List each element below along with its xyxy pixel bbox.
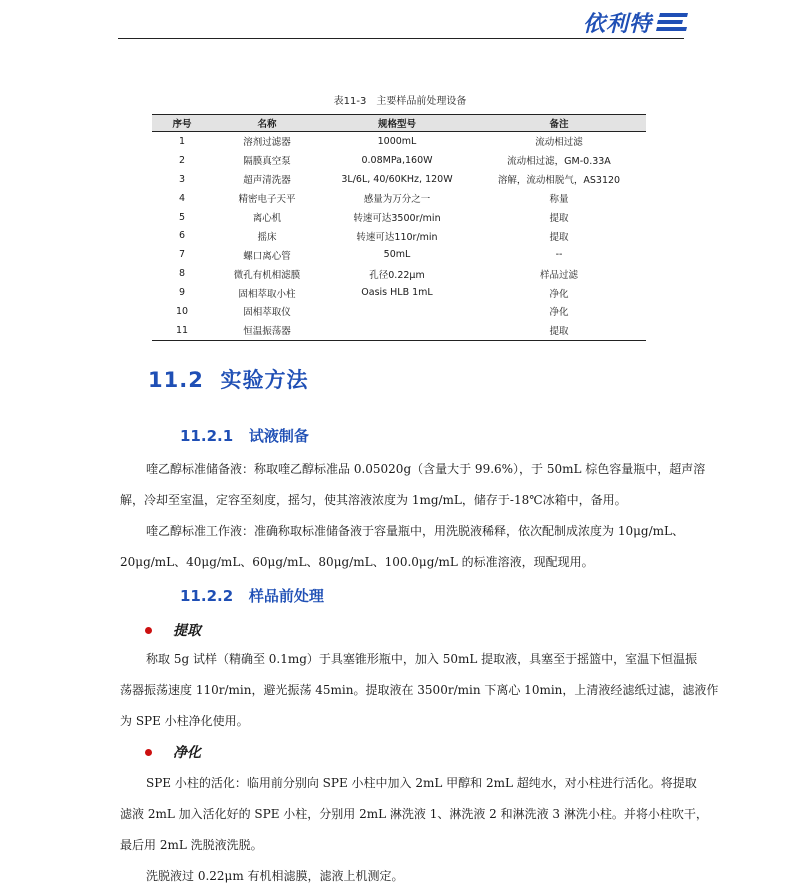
- paragraph-line: 20μg/mL、40μg/mL、60μg/mL、80μg/mL、100.0μg/mL 的标准溶液，现配现用。: [120, 555, 594, 569]
- subsection-heading-1: [180, 425, 309, 446]
- table-row: [152, 208, 646, 227]
- paragraph-filtration: [120, 861, 686, 892]
- table-caption: 表11-3 主要样品前处理设备: [333, 96, 467, 107]
- cell-index: 3: [178, 173, 186, 185]
- cell-index: 1: [178, 135, 186, 147]
- cell-name: 离心机: [252, 213, 282, 224]
- paragraph-line: 称取 5g 试样（精确至 0.1mg）于具塞锥形瓶中，加入 50mL 提取液，具塞至于摇篮中，室温下恒温振: [146, 652, 698, 666]
- cell-name: 恒温振荡器: [212, 321, 322, 340]
- paragraph-stock-solution: [120, 454, 706, 516]
- col-header-name: 名称: [212, 115, 322, 132]
- header-divider: [118, 38, 684, 39]
- cell-spec: [322, 321, 472, 340]
- cell-name: 隔膜真空泵: [243, 156, 291, 168]
- logo-text: 依利特: [583, 11, 653, 37]
- table-row: [152, 264, 646, 283]
- table-row: [152, 132, 646, 151]
- cell-name: 固相萃取仪: [243, 307, 291, 319]
- cell-spec: Oasis HLB 1mL: [361, 287, 433, 299]
- subsection-title: 样品前处理: [248, 587, 324, 605]
- cell-name: 固相萃取小柱: [238, 288, 296, 300]
- paragraph-line: 洗脱液过 0.22μm 有机相滤膜，滤液上机测定。: [146, 869, 404, 883]
- table-row: [152, 189, 646, 208]
- cell-name: 精密电子天平: [238, 194, 296, 206]
- cell-index: 2: [178, 154, 186, 166]
- subsection-number: 11.2.2: [180, 587, 234, 605]
- cell-spec: 50mL: [383, 249, 411, 261]
- cell-spec: [322, 302, 472, 321]
- cell-spec: 1000mL: [377, 135, 417, 147]
- cell-name: 摇床: [257, 231, 277, 243]
- subsection-number: 11.2.1: [180, 427, 234, 445]
- cell-name: 微孔有机相滤膜: [233, 269, 301, 281]
- table-header-row: [152, 115, 646, 132]
- cell-index: 8: [178, 268, 186, 280]
- cell-note: 净化: [549, 307, 569, 319]
- paragraph-line: 解，冷却至室温，定容至刻度，摇匀，使其溶液浓度为 1mg/mL，储存于-18℃冰箱中，备用。: [120, 493, 627, 507]
- cell-index: 7: [178, 249, 186, 261]
- cell-note: 提取: [549, 231, 569, 243]
- bullet-label: 提取: [173, 623, 201, 639]
- paragraph-working-solution: [120, 516, 686, 578]
- cell-note: 净化: [549, 288, 569, 300]
- bullet-dot-icon: [145, 749, 152, 756]
- cell-index: 6: [178, 230, 186, 242]
- paragraph-line: 喹乙醇标准储备液：称取喹乙醇标准品 0.05020g（含量大于 99.6%），于 50mL 棕色容量瓶中，超声溶: [146, 462, 706, 476]
- cell-spec: 转速可达3500r/min: [353, 213, 441, 224]
- cell-note: 流动相过滤: [535, 137, 583, 149]
- table-row: [152, 170, 646, 189]
- cell-note: 称量: [549, 194, 569, 206]
- table-row: [152, 151, 646, 170]
- cell-index: 11: [152, 321, 212, 340]
- equipment-table: [152, 114, 646, 341]
- subsection-title: 试液制备: [248, 427, 309, 445]
- table-row: [152, 245, 646, 264]
- section-number: 11.2: [148, 368, 204, 392]
- cell-spec: 孔径0.22μm: [369, 269, 425, 281]
- cell-note: 提取: [549, 213, 569, 224]
- cell-spec: 转速可达110r/min: [356, 231, 438, 243]
- paragraph-extraction: [120, 644, 719, 737]
- subsection-heading-2: [180, 585, 324, 606]
- section-heading: [148, 364, 308, 394]
- table-row: [152, 302, 646, 321]
- logo-mark-icon: [656, 11, 690, 33]
- cell-spec: 0.08MPa,160W: [361, 154, 433, 166]
- cell-note: 提取: [472, 321, 646, 340]
- cell-index: 10: [175, 305, 189, 317]
- cell-name: 溶剂过滤器: [243, 137, 291, 149]
- col-header-note: 备注: [472, 115, 646, 132]
- bullet-dot-icon: [145, 627, 152, 634]
- table-row: [152, 321, 646, 340]
- cell-note: --: [555, 249, 563, 261]
- cell-index: 5: [178, 211, 186, 223]
- paragraph-line: 最后用 2mL 洗脱液洗脱。: [120, 838, 263, 852]
- table-body: [152, 132, 646, 341]
- company-logo: [583, 8, 690, 36]
- bullet-purification: [145, 742, 201, 762]
- cell-note: 溶解，流动相脱气，AS3120: [497, 175, 621, 187]
- table-row: [152, 226, 646, 245]
- paragraph-line: SPE 小柱的活化：临用前分别向 SPE 小柱中加入 2mL 甲醇和 2mL 超纯水，对小柱进行活化。将提取: [146, 776, 697, 790]
- paragraph-line: 荡器振荡速度 110r/min，避光振荡 45min。提取液在 3500r/min 下离心 10min，上清液经滤纸过滤，滤液作: [120, 683, 719, 697]
- cell-spec: 3L/6L, 40/60KHz, 120W: [341, 173, 453, 185]
- cell-index: 4: [178, 192, 186, 204]
- section-title: 实验方法: [220, 368, 309, 392]
- bullet-extraction: [145, 620, 201, 640]
- bullet-label: 净化: [173, 745, 201, 761]
- cell-note: 流动相过滤，GM-0.33A: [507, 156, 611, 168]
- paragraph-spe-activation: [120, 768, 708, 861]
- paragraph-line: 为 SPE 小柱净化使用。: [120, 714, 249, 728]
- paragraph-line: 滤液 2mL 加入活化好的 SPE 小柱，分别用 2mL 淋洗液 1、淋洗液 2 和淋洗液 3 淋洗小柱。并将小柱吹干，: [120, 807, 708, 821]
- col-header-index: 序号: [152, 115, 212, 132]
- cell-index: 9: [178, 287, 186, 299]
- cell-name: 超声清洗器: [243, 175, 291, 187]
- table-row: [152, 283, 646, 302]
- col-header-spec: 规格型号: [322, 115, 472, 132]
- cell-name: 螺口离心管: [243, 250, 291, 262]
- cell-note: 样品过滤: [539, 269, 578, 281]
- paragraph-line: 喹乙醇标准工作液：准确称取标准储备液于容量瓶中，用洗脱液稀释，依次配制成浓度为 10μg/mL、: [146, 524, 684, 538]
- cell-spec: 感量为万分之一: [363, 194, 431, 206]
